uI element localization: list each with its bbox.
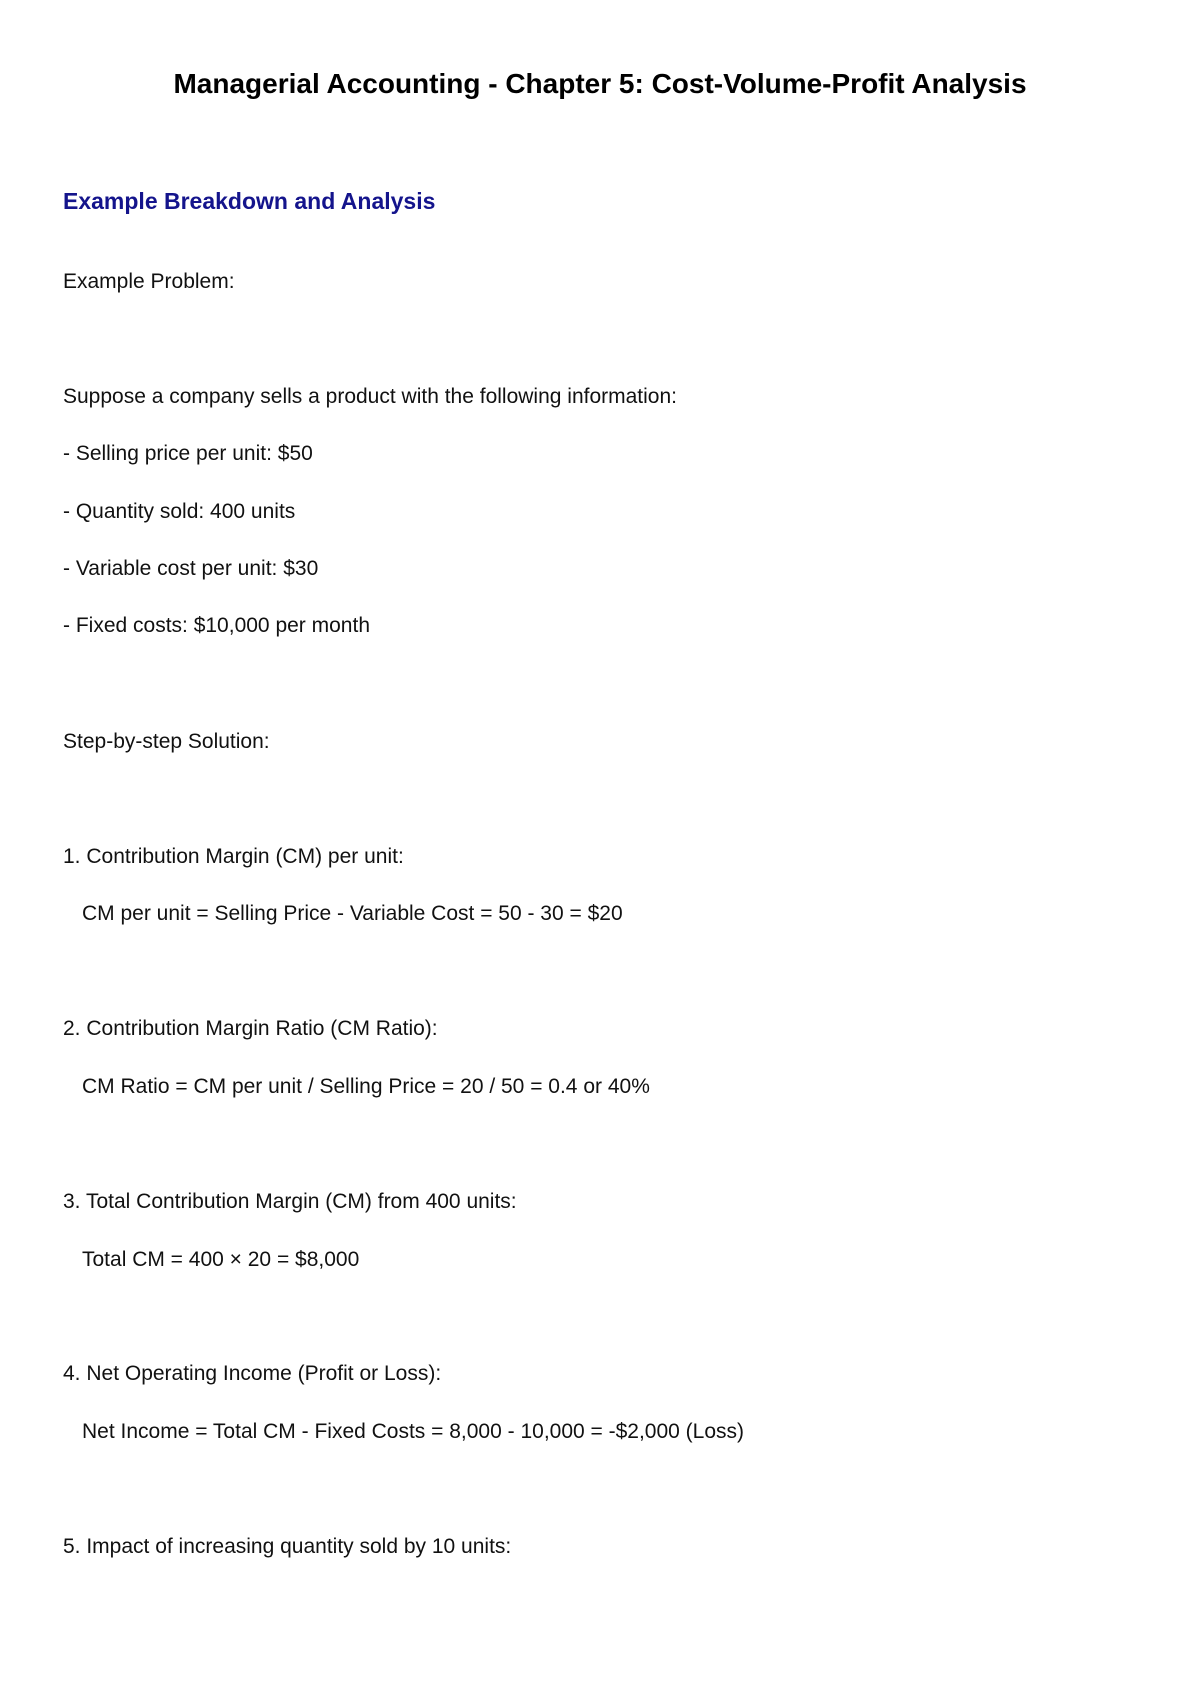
given-selling-price: - Selling price per unit: $50 (63, 442, 313, 465)
given-variable-cost: - Variable cost per unit: $30 (63, 557, 319, 580)
given-fixed-costs: - Fixed costs: $10,000 per month (63, 614, 370, 637)
given-quantity-sold: - Quantity sold: 400 units (63, 500, 296, 523)
step-2-formula: CM Ratio = CM per unit / Selling Price = 20 / 50 = 0.4 or 40% (82, 1075, 650, 1098)
step-4-formula: Net Income = Total CM - Fixed Costs = 8,000 - 10,000 = -$2,000 (Loss) (82, 1420, 745, 1443)
step-4-heading: 4. Net Operating Income (Profit or Loss): (63, 1362, 442, 1385)
step-5-heading: 5. Impact of increasing quantity sold by 10 units: (63, 1535, 512, 1558)
step-1-formula: CM per unit = Selling Price - Variable Cost = 50 - 30 = $20 (82, 902, 623, 925)
page-title: Managerial Accounting - Chapter 5: Cost-Volume-Profit Analysis (173, 68, 1027, 99)
step-3-heading: 3. Total Contribution Margin (CM) from 400 units: (63, 1190, 517, 1213)
step-3-formula: Total CM = 400 × 20 = $8,000 (82, 1248, 360, 1271)
solution-label: Step-by-step Solution: (63, 730, 270, 753)
step-2-heading: 2. Contribution Margin Ratio (CM Ratio): (63, 1017, 438, 1040)
section-heading: Example Breakdown and Analysis (63, 188, 436, 214)
step-1-heading: 1. Contribution Margin (CM) per unit: (63, 845, 404, 868)
intro-text: Suppose a company sells a product with the following information: (63, 385, 678, 408)
example-label: Example Problem: (63, 270, 235, 293)
